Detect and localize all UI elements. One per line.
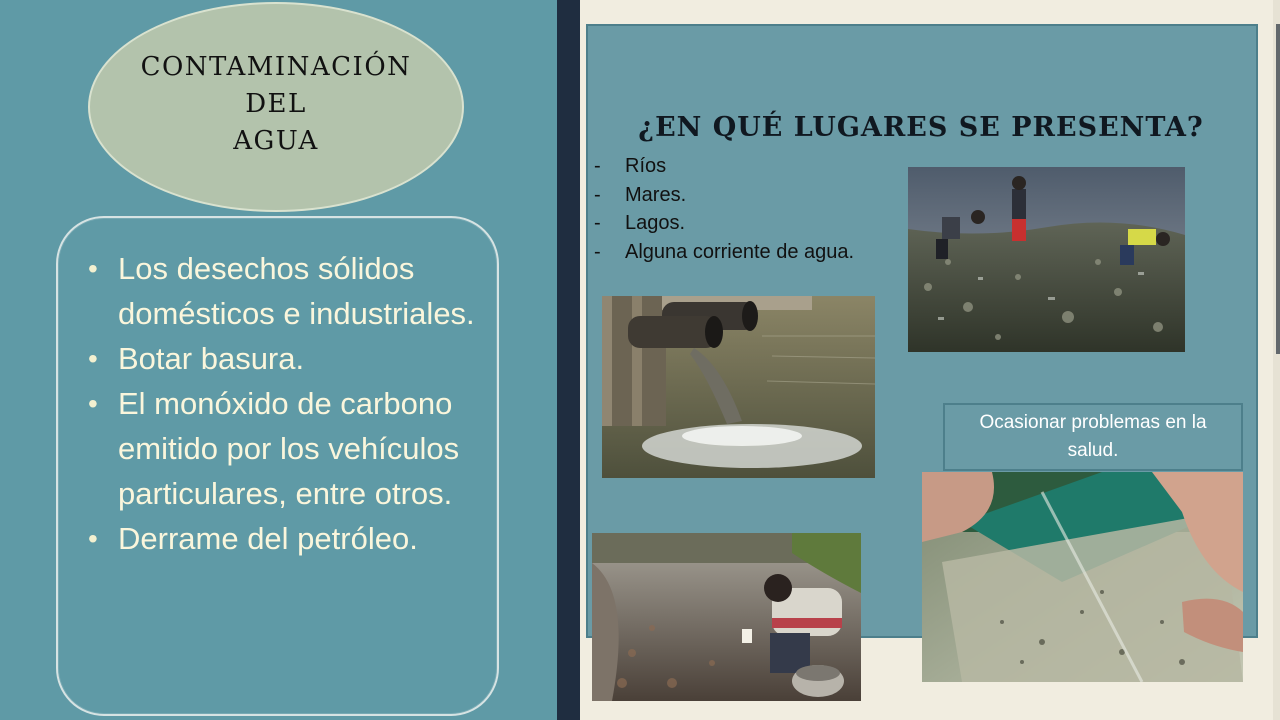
place-item: - Mares.: [594, 181, 854, 210]
water-sampling-photo: [592, 533, 861, 701]
health-caption-box: [943, 403, 1243, 471]
polluted-shore-photo: [908, 167, 1185, 352]
discharge-pipes-photo: [602, 296, 875, 478]
place-item: - Ríos: [594, 152, 854, 181]
next-slide-edge-stripe: [1276, 24, 1280, 354]
health-caption: Ocasionar problemas en la salud.: [979, 412, 1207, 461]
dirty-water-bottle-photo: [922, 472, 1243, 682]
places-list: [594, 152, 854, 266]
cause-item: • Los desechos sólidos domésticos e industriales.: [118, 246, 477, 336]
cause-item: • El monóxido de carbono emitido por los vehículos particulares, entre otros.: [118, 381, 477, 516]
cause-item: • Botar basura.: [118, 336, 477, 381]
causes-box: [56, 216, 499, 716]
slide-divider: [557, 0, 580, 720]
left-slide: [0, 0, 557, 720]
causes-list: [58, 218, 497, 561]
title-ellipse: [88, 2, 464, 212]
slide-title: CONTAMINACIÓN DEL AGUA: [140, 51, 412, 156]
place-item: - Lagos.: [594, 209, 854, 238]
place-item: - Alguna corriente de agua.: [594, 238, 854, 267]
places-heading: ¿EN QUÉ LUGARES SE PRESENTA?: [638, 112, 1204, 143]
cause-item: • Derrame del petróleo.: [118, 516, 477, 561]
